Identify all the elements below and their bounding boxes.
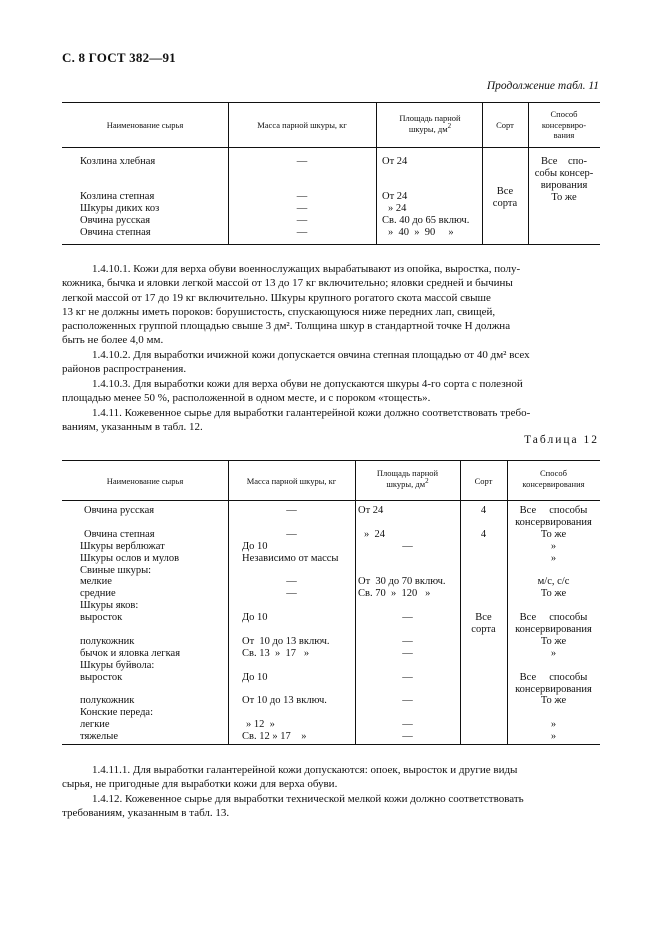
table-row-method: » <box>550 719 557 731</box>
table-row-method: Все способы <box>519 671 588 683</box>
table-12-col-divider <box>460 460 461 744</box>
table-row-name: Козлина степная <box>80 191 155 202</box>
text-line: требованиям, указанным в табл. 13. <box>62 807 230 820</box>
table-row-area: — <box>402 695 413 707</box>
table-row-area: » 24 <box>388 203 407 214</box>
column-header: Способ консервирования <box>522 468 585 489</box>
table-row-method: » <box>550 552 557 564</box>
table-row-method: То же <box>540 588 567 600</box>
table-row-method: То же <box>540 695 567 707</box>
table-11-caption: Продолжение табл. 11 <box>486 80 599 92</box>
table-12-header-rule <box>62 500 600 501</box>
table-row-mass: — <box>296 156 308 167</box>
table-row-area: — <box>402 647 413 659</box>
table-row-method: консервирования <box>515 683 592 695</box>
table-row-grade: Все <box>475 612 492 624</box>
column-header: Площадь парной шкуры, $дм^2$ <box>376 468 439 489</box>
table-row-name: Шкуры ослов и мулов <box>80 552 180 564</box>
table-row-name: Шкуры буйвола: <box>80 659 155 671</box>
table-row-method: » <box>550 731 557 743</box>
table-12-caption: Таблица 12 <box>524 434 599 446</box>
table-row-name: Овчина степная <box>84 528 155 540</box>
text-line: сырья, не пригодные для выработки кожи для верха обуви. <box>62 778 338 791</box>
paragraph-1-4-11 <box>62 406 600 435</box>
page-header: С. 8 ГОСТ 382—91 <box>62 50 176 65</box>
text-line: площадью менее 50 %, расположенной в одном месте, и с пороком «тощесть». <box>62 392 431 405</box>
table-row-name: мелкие <box>80 576 112 588</box>
text-line: 1.4.11. Кожевенное сырье для выработки галантерейной кожи должно соответствовать требо- <box>92 407 531 419</box>
column-header: Наименование сырья <box>106 476 184 486</box>
table-row-mass: — <box>286 505 297 516</box>
paragraph-1-4-12 <box>62 792 600 821</box>
table-row-grade: 4 <box>480 505 487 516</box>
table-row-method: консервирования <box>515 624 592 635</box>
text-line: быть не более 4,0 мм. <box>62 334 164 347</box>
paragraph-1-4-11-1 <box>62 763 600 792</box>
table-row-mass: — <box>286 576 297 588</box>
table-row-name: полукожник <box>80 635 135 647</box>
text-line: 1.4.10.2. Для выработки ичижной кожи допускается овчина степная площадью от 40 дм² всех <box>92 349 530 361</box>
table-row-name: Козлина хлебная <box>80 156 156 167</box>
column-header: Масса парной шкуры, кг <box>257 120 347 130</box>
table-row-mass: — <box>296 191 308 202</box>
table-row-method: » <box>550 647 557 659</box>
table-row-mass: До 10 <box>242 540 268 552</box>
table-row-method: То же <box>540 635 567 647</box>
table-row-area: От 24 <box>382 191 408 202</box>
table-row-mass: — <box>296 203 308 214</box>
table-11-bottom-rule <box>62 244 600 245</box>
table-row-mass: Св. 13 » 17 » <box>242 647 310 659</box>
table-row-name: Овчина русская <box>80 215 151 226</box>
table-row-area: — <box>402 635 413 647</box>
table-row-method: То же <box>540 528 567 540</box>
column-header: Способ консервиро- вания <box>541 109 587 140</box>
paragraph-1-4-10-3 <box>62 377 600 406</box>
grade-merged: сорта <box>492 198 518 209</box>
table-row-mass: От 10 до 13 включ. <box>242 695 327 707</box>
table-row-mass: До 10 <box>242 612 268 624</box>
text-line: ваниям, указанным в табл. 12. <box>62 421 203 434</box>
text-line: районов распространения. <box>62 363 187 376</box>
text-line: 13 кг не должны иметь пороков: борушистость, спускающуюся ниже передних лап, свищей, <box>62 305 496 318</box>
table-row-mass: От 10 до 13 включ. <box>242 635 330 647</box>
table-row-area: — <box>402 671 413 683</box>
table-row-mass: Независимо от массы <box>242 552 339 564</box>
paragraph-1-4-10-2 <box>62 348 600 377</box>
method-cell: вирования <box>540 180 588 191</box>
table-row-grade: сорта <box>471 624 496 635</box>
table-row-area: Св. 70 » 120 » <box>358 588 431 600</box>
table-row-mass: » 12 » <box>246 719 275 731</box>
text-line: 1.4.12. Кожевенное сырье для выработки технической мелкой кожи должно соответствовать <box>92 793 524 805</box>
table-row-name: Шкуры верблюжат <box>80 540 165 552</box>
table-row-name: средние <box>80 588 116 600</box>
table-row-name: Овчина степная <box>80 227 151 238</box>
table-row-method: » <box>550 540 557 552</box>
text-line: 1.4.10.1. Кожи для верха обуви военнослужащих вырабатывают из опойка, выростка, полу- <box>92 263 521 275</box>
table-row-name: Овчина русская <box>84 505 155 516</box>
table-row-area: Св. 40 до 65 включ. <box>382 215 470 226</box>
table-row-name: выросток <box>80 612 123 624</box>
table-row-grade: 4 <box>480 528 487 540</box>
text-line: кожника, бычка и яловки легкой массой от 13 до 17 кг включительно; яловки средней и бычины <box>62 277 513 290</box>
table-row-area: — <box>402 612 413 624</box>
text-line: 1.4.10.3. Для выработки кожи для верха обуви не допускаются шкуры 4-го сорта с полезной <box>92 378 523 390</box>
method-cell: Все спо- <box>541 156 587 167</box>
column-header: Наименование сырья <box>106 120 184 130</box>
table-11-col-divider <box>376 102 377 244</box>
table-row-mass: — <box>286 528 297 540</box>
table-row-area: — <box>402 731 413 743</box>
table-row-method: консервирования <box>515 516 592 528</box>
text-line: легкой массой от 17 до 19 кг включительно. Шкуры крупного рогатого скота массой свыше <box>62 291 491 304</box>
method-cell: То же <box>551 192 577 203</box>
method-cell: собы консер- <box>534 168 594 179</box>
table-12-bottom-rule <box>62 744 600 745</box>
table-row-mass: До 10 <box>242 671 268 683</box>
column-header: Площадь парной шкуры, $дм^2$ <box>399 113 461 134</box>
table-11-header-rule <box>62 147 600 148</box>
table-row-name: бычок и яловка легкая <box>80 647 181 659</box>
table-row-area: — <box>402 540 413 552</box>
table-row-name: выросток <box>80 671 123 683</box>
table-row-area: — <box>402 719 413 731</box>
table-row-mass: — <box>296 215 308 226</box>
table-row-method: Все способы <box>519 505 588 516</box>
column-header: Сорт <box>474 476 493 486</box>
column-header: Сорт <box>496 120 514 130</box>
table-12-col-divider <box>228 460 229 744</box>
table-row-name: Конские переда: <box>80 707 153 719</box>
table-row-mass: — <box>296 227 308 238</box>
table-row-area: » 24 <box>364 528 385 540</box>
table-row-area: От 30 до 70 включ. <box>358 576 446 588</box>
column-header: Масса парной шкуры, кг <box>246 476 337 486</box>
text-line: 1.4.11.1. Для выработки галантерейной кожи допускаются: опоек, выросток и другие виды <box>92 764 518 776</box>
table-row-name: Шкуры яков: <box>80 600 139 612</box>
table-row-name: Шкуры диких коз <box>80 203 160 214</box>
table-row-mass: Св. 12 » 17 » <box>242 731 307 743</box>
table-12-top-rule <box>62 460 600 461</box>
table-row-area: От 24 <box>358 505 384 516</box>
table-row-name: Свиные шкуры: <box>80 564 152 576</box>
table-row-area: От 24 <box>382 156 408 167</box>
table-row-mass: — <box>286 588 297 600</box>
table-row-name: тяжелые <box>80 731 119 743</box>
table-row-name: полукожник <box>80 695 135 707</box>
table-11-top-rule <box>62 102 600 103</box>
table-row-method: м/с, с/с <box>537 576 570 588</box>
grade-merged: Все <box>496 186 514 197</box>
text-line: расположенных группой площадью свыше 3 дм². Толщина шкур в стандартной точке H должна <box>62 320 511 333</box>
table-row-method: Все способы <box>519 612 588 624</box>
paragraph-1-4-10-1 <box>62 262 600 348</box>
table-row-area: » 40 » 90 » <box>388 227 454 238</box>
table-row-name: легкие <box>80 719 110 731</box>
